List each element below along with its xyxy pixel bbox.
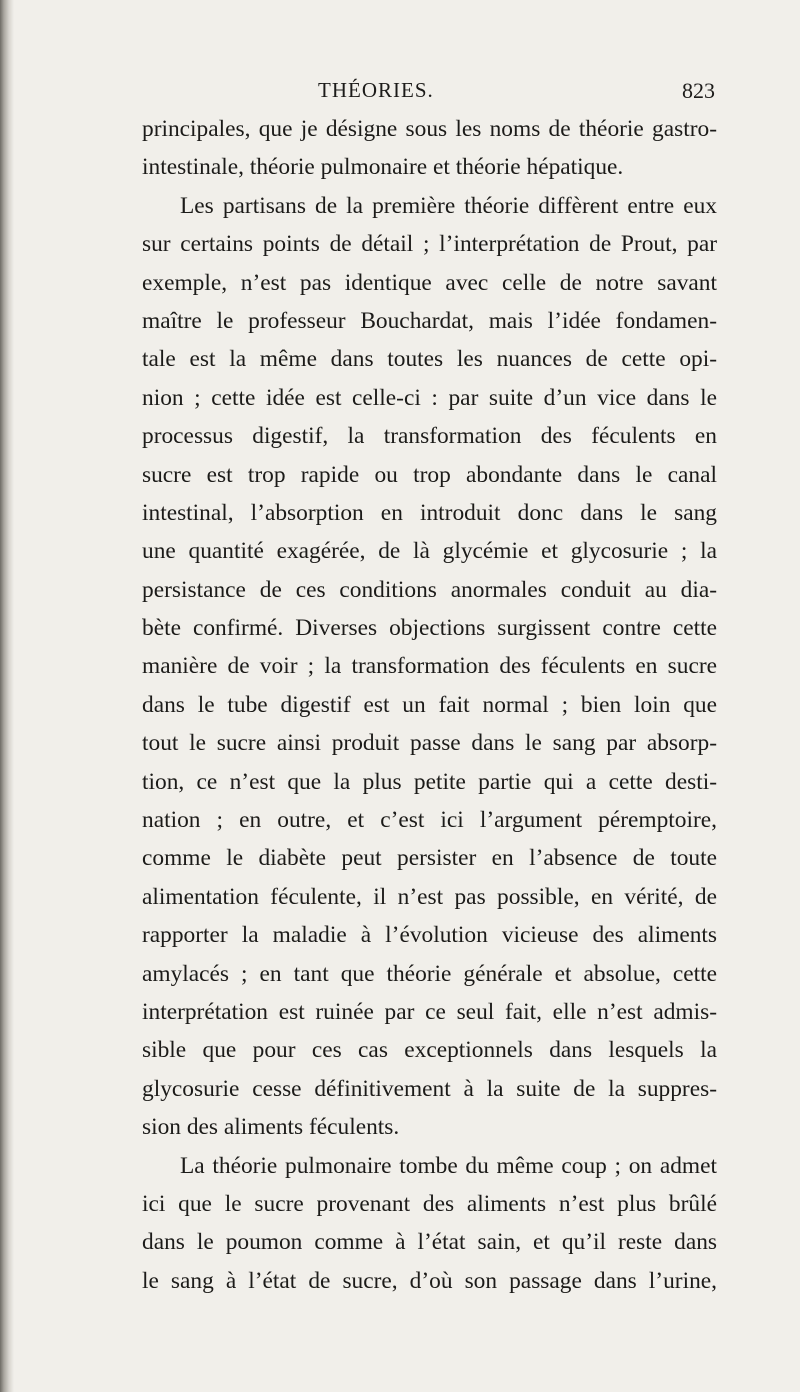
text-line: exemple, n’est pas identique avec celle de notre savant [142,269,717,296]
text-line: principales, que je désigne sous les noms de théorie gastro- [142,116,717,142]
text-line: sion des aliments féculents. [142,1114,400,1141]
text-line: tion, ce n’est que la plus petite partie qui a cette desti- [142,768,717,795]
text-line: bète confirmé. Diverses objections surgissent contre cette [142,615,717,642]
text-line: sucre est trop rapide ou trop abondante dans le canal [142,461,717,488]
text-line: le sang à l’état de sucre, d’où son passage dans l’urine, [142,1267,717,1294]
text-line: comme le diabète peut persister en l’absence de toute [142,845,717,872]
running-title: THÉORIES. [318,78,434,102]
text-line: glycosurie cesse définitivement à la suite de la suppres- [142,1075,717,1102]
text-line: amylacés ; en tant que théorie générale et absolue, cette [142,960,717,987]
text-line: intestinale, théorie pulmonaire et théorie hépatique. [142,154,624,181]
paragraph-start-line: La théorie pulmonaire tombe du même coup ; on admet [180,1152,717,1179]
text-line: dans le tube digestif est un fait normal ; bien loin que [142,691,717,718]
text-line: dans le poumon comme à l’état sain, et qu’il reste dans [142,1229,717,1256]
text-line: processus digestif, la transformation des féculents en [142,423,717,450]
text-line: rapporter la maladie à l’évolution vicieuse des aliments [142,922,717,949]
text-line: maître le professeur Bouchardat, mais l’idée fondamen- [142,307,717,334]
text-line: alimentation féculente, il n’est pas possible, en vérité, de [142,883,717,910]
page-edge-shadow [0,0,14,1392]
text-line: sur certains points de détail ; l’interprétation de Prout, par [142,231,717,258]
page-header [300,78,715,112]
text-line: interprétation est ruinée par ce seul fait, elle n’est admis- [142,998,717,1025]
text-line: intestinal, l’absorption en introduit donc dans le sang [142,499,717,526]
text-line: sible que pour ces cas exceptionnels dans lesquels la [142,1037,717,1064]
text-line: nation ; en outre, et c’est ici l’argument péremptoire, [142,807,717,834]
text-line: tale est la même dans toutes les nuances de cette opi- [142,346,717,373]
text-line: nion ; cette idée est celle-ci : par suite d’un vice dans le [142,384,717,411]
body-text [142,110,717,1300]
text-line: tout le sucre ainsi produit passe dans le sang par absorp- [142,730,717,757]
text-line: ici que le sucre provenant des aliments n’est plus brûlé [142,1190,717,1217]
text-line: manière de voir ; la transformation des féculents en sucre [142,653,717,680]
text-line: persistance de ces conditions anormales conduit au dia- [142,576,717,603]
paragraph-start-line: Les partisans de la première théorie diffèrent entre eux [180,192,717,219]
page-number: 823 [682,78,715,103]
text-line: une quantité exagérée, de là glycémie et glycosurie ; la [142,538,717,565]
